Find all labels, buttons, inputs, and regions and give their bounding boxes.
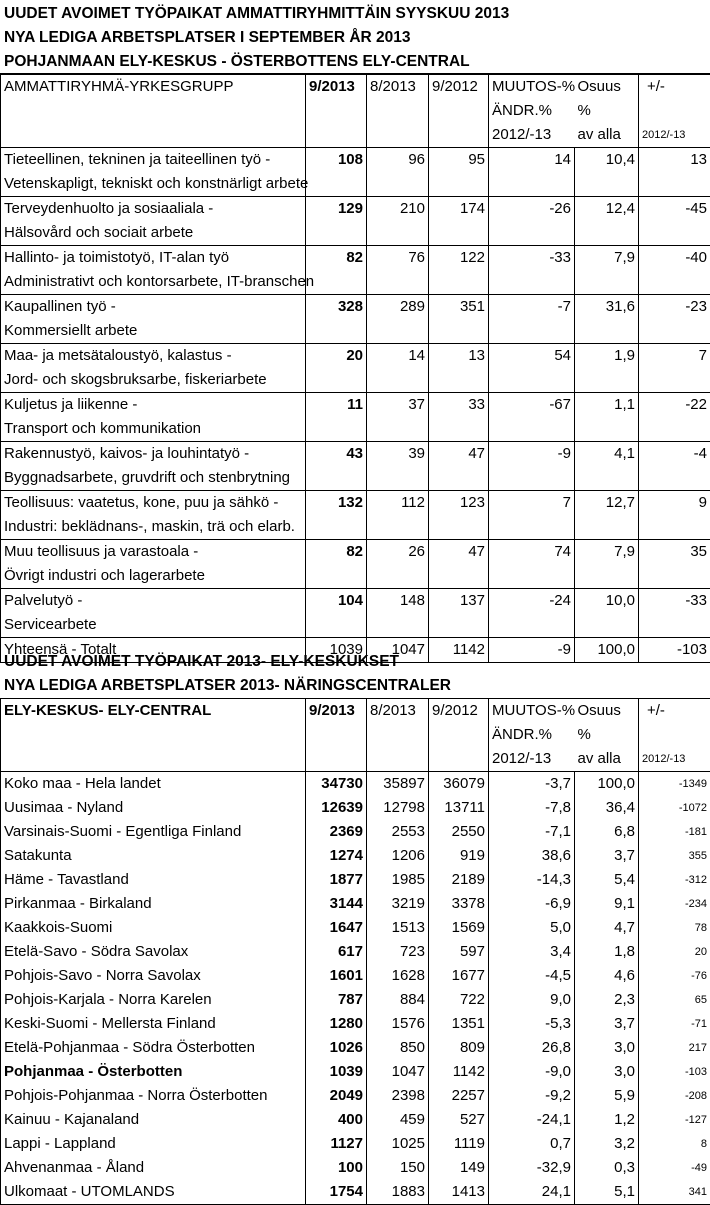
value-8-2013: 96 bbox=[367, 148, 429, 173]
change-percent: -9 bbox=[489, 442, 575, 467]
value-9-2012: 13711 bbox=[429, 796, 489, 820]
change-percent: -7,1 bbox=[489, 820, 575, 844]
table-row bbox=[1, 1012, 710, 1036]
value-9-2012: 722 bbox=[429, 988, 489, 1012]
value-9-2012: 47 bbox=[429, 442, 489, 467]
region-name: Lappi - Lappland bbox=[1, 1132, 306, 1156]
occupation-name-sv: Jord- och skogsbruksarbe, fiskeriarbete bbox=[1, 368, 306, 393]
table-row bbox=[1, 1156, 710, 1180]
change-percent: -6,9 bbox=[489, 892, 575, 916]
share-percent: 100,0 bbox=[575, 772, 639, 797]
diff-value: -71 bbox=[639, 1012, 710, 1036]
diff-value: -103 bbox=[639, 1060, 710, 1084]
header-diff-1: +/- bbox=[639, 699, 710, 724]
change-percent: 24,1 bbox=[489, 1180, 575, 1205]
header-9-2012: 9/2012 bbox=[429, 75, 489, 100]
region-name: Ulkomaat - UTOMLANDS bbox=[1, 1180, 306, 1205]
change-percent: 3,4 bbox=[489, 940, 575, 964]
diff-value: -181 bbox=[639, 820, 710, 844]
change-percent: -3,7 bbox=[489, 772, 575, 797]
table-row bbox=[1, 344, 710, 369]
header-share-2: % bbox=[575, 723, 639, 747]
table-row bbox=[1, 148, 710, 173]
occupation-name-fi: Muu teollisuus ja varastoala - bbox=[1, 540, 306, 565]
table-row bbox=[1, 246, 710, 271]
value-9-2013: 3144 bbox=[306, 892, 367, 916]
value-9-2012: 137 bbox=[429, 589, 489, 614]
value-9-2013: 1754 bbox=[306, 1180, 367, 1205]
table-row bbox=[1, 1132, 710, 1156]
header-share-3: av alla bbox=[575, 123, 639, 148]
diff-value: -1349 bbox=[639, 772, 710, 797]
value-8-2013: 14 bbox=[367, 344, 429, 369]
region-name: Kainuu - Kajanaland bbox=[1, 1108, 306, 1132]
table-row-continuation bbox=[1, 172, 710, 197]
change-percent: -14,3 bbox=[489, 868, 575, 892]
value-8-2013: 210 bbox=[367, 197, 429, 222]
share-percent: 9,1 bbox=[575, 892, 639, 916]
value-8-2013: 459 bbox=[367, 1108, 429, 1132]
share-percent: 3,7 bbox=[575, 1012, 639, 1036]
occupation-name-fi: Hallinto- ja toimistotyö, IT-alan työ bbox=[1, 246, 306, 271]
value-8-2013: 26 bbox=[367, 540, 429, 565]
share-percent: 5,1 bbox=[575, 1180, 639, 1205]
value-8-2013: 1513 bbox=[367, 916, 429, 940]
occupation-name-fi: Teollisuus: vaatetus, kone, puu ja sähkö - bbox=[1, 491, 306, 516]
value-9-2012: 1142 bbox=[429, 1060, 489, 1084]
value-9-2012: 597 bbox=[429, 940, 489, 964]
value-9-2013: 1280 bbox=[306, 1012, 367, 1036]
occupation-name-sv: Vetenskapligt, tekniskt och konstnärligt arbete bbox=[1, 172, 306, 197]
total-share-percent: 100,0 bbox=[575, 638, 639, 663]
value-9-2013: 1026 bbox=[306, 1036, 367, 1060]
table-row bbox=[1, 540, 710, 565]
value-9-2013: 12639 bbox=[306, 796, 367, 820]
table-row bbox=[1, 1108, 710, 1132]
occupation-name-sv: Administrativt och kontorsarbete, IT-branschen bbox=[1, 270, 306, 295]
value-9-2012: 36079 bbox=[429, 772, 489, 797]
header-share-1: Osuus bbox=[575, 75, 639, 100]
total-diff-value: -103 bbox=[639, 638, 710, 663]
table-row bbox=[1, 772, 710, 797]
section1-title-fi: UUDET AVOIMET TYÖPAIKAT AMMATTIRYHMITTÄIN SYYSKUU 2013 bbox=[0, 2, 710, 26]
value-9-2012: 13 bbox=[429, 344, 489, 369]
table-row bbox=[1, 1036, 710, 1060]
change-percent: 7 bbox=[489, 491, 575, 516]
table-row-continuation bbox=[1, 564, 710, 589]
header-8-2013: 8/2013 bbox=[367, 75, 429, 100]
value-8-2013: 112 bbox=[367, 491, 429, 516]
region-name: Varsinais-Suomi - Egentliga Finland bbox=[1, 820, 306, 844]
share-percent: 12,4 bbox=[575, 197, 639, 222]
value-9-2012: 919 bbox=[429, 844, 489, 868]
header-change-1: MUUTOS-% bbox=[489, 75, 575, 100]
diff-value: -312 bbox=[639, 868, 710, 892]
occupation-name-sv: Övrigt industri och lagerarbete bbox=[1, 564, 306, 589]
table-row-continuation bbox=[1, 515, 710, 540]
occupation-name-sv: Byggnadsarbete, gruvdrift och stenbrytning bbox=[1, 466, 306, 491]
share-percent: 1,9 bbox=[575, 344, 639, 369]
table-row-continuation bbox=[1, 613, 710, 638]
table-row-continuation bbox=[1, 319, 710, 344]
diff-value: 341 bbox=[639, 1180, 710, 1205]
value-9-2013: 400 bbox=[306, 1108, 367, 1132]
value-9-2013: 1274 bbox=[306, 844, 367, 868]
diff-value: 355 bbox=[639, 844, 710, 868]
change-percent: -33 bbox=[489, 246, 575, 271]
occupation-table bbox=[0, 74, 710, 663]
table-row-continuation bbox=[1, 368, 710, 393]
value-8-2013: 1628 bbox=[367, 964, 429, 988]
header-share-3: av alla bbox=[575, 747, 639, 772]
header-9-2012: 9/2012 bbox=[429, 699, 489, 724]
value-9-2013: 328 bbox=[306, 295, 367, 320]
value-8-2013: 150 bbox=[367, 1156, 429, 1180]
table-row bbox=[1, 892, 710, 916]
share-percent: 7,9 bbox=[575, 246, 639, 271]
value-8-2013: 39 bbox=[367, 442, 429, 467]
value-9-2012: 2550 bbox=[429, 820, 489, 844]
diff-value: -33 bbox=[639, 589, 710, 614]
occupation-name-sv: Industri: beklädnans-, maskin, trä och elarb. bbox=[1, 515, 306, 540]
value-8-2013: 1025 bbox=[367, 1132, 429, 1156]
region-name: Pirkanmaa - Birkaland bbox=[1, 892, 306, 916]
table-row bbox=[1, 1084, 710, 1108]
section2-title-fi: UUDET AVOIMET TYÖPAIKAT 2013- ELY-KESKUKSET bbox=[0, 650, 710, 674]
diff-value: 78 bbox=[639, 916, 710, 940]
change-percent: 54 bbox=[489, 344, 575, 369]
share-percent: 7,9 bbox=[575, 540, 639, 565]
value-8-2013: 2553 bbox=[367, 820, 429, 844]
value-8-2013: 12798 bbox=[367, 796, 429, 820]
value-8-2013: 148 bbox=[367, 589, 429, 614]
value-9-2012: 95 bbox=[429, 148, 489, 173]
table-row bbox=[1, 820, 710, 844]
value-9-2012: 2257 bbox=[429, 1084, 489, 1108]
region-name: Satakunta bbox=[1, 844, 306, 868]
change-percent: -7,8 bbox=[489, 796, 575, 820]
value-9-2012: 2189 bbox=[429, 868, 489, 892]
table-row bbox=[1, 589, 710, 614]
table-row bbox=[1, 964, 710, 988]
share-percent: 4,1 bbox=[575, 442, 639, 467]
diff-value: -208 bbox=[639, 1084, 710, 1108]
header-share-1: Osuus bbox=[575, 699, 639, 724]
change-percent: -4,5 bbox=[489, 964, 575, 988]
diff-value: -76 bbox=[639, 964, 710, 988]
value-9-2012: 351 bbox=[429, 295, 489, 320]
change-percent: -9,0 bbox=[489, 1060, 575, 1084]
share-percent: 0,3 bbox=[575, 1156, 639, 1180]
value-9-2013: 100 bbox=[306, 1156, 367, 1180]
header-9-2013: 9/2013 bbox=[306, 75, 367, 100]
diff-value: 35 bbox=[639, 540, 710, 565]
occupation-name-fi: Rakennustyö, kaivos- ja louhintatyö - bbox=[1, 442, 306, 467]
diff-value: 65 bbox=[639, 988, 710, 1012]
table-row-continuation bbox=[1, 466, 710, 491]
section2-title-sv: NYA LEDIGA ARBETSPLATSER 2013- NÄRINGSCENTRALER bbox=[0, 674, 710, 698]
share-percent: 36,4 bbox=[575, 796, 639, 820]
value-9-2013: 104 bbox=[306, 589, 367, 614]
occupation-name-fi: Kaupallinen työ - bbox=[1, 295, 306, 320]
value-9-2013: 2049 bbox=[306, 1084, 367, 1108]
value-9-2013: 108 bbox=[306, 148, 367, 173]
value-9-2013: 1877 bbox=[306, 868, 367, 892]
header-change-1: MUUTOS-% bbox=[489, 699, 575, 724]
change-percent: 0,7 bbox=[489, 1132, 575, 1156]
header-group: AMMATTIRYHMÄ-YRKESGRUPP bbox=[1, 75, 306, 100]
value-9-2012: 149 bbox=[429, 1156, 489, 1180]
table-row bbox=[1, 940, 710, 964]
value-8-2013: 884 bbox=[367, 988, 429, 1012]
share-percent: 3,0 bbox=[575, 1036, 639, 1060]
share-percent: 6,8 bbox=[575, 820, 639, 844]
header-diff-1: +/- bbox=[639, 75, 710, 100]
header-share-2: % bbox=[575, 99, 639, 123]
share-percent: 3,2 bbox=[575, 1132, 639, 1156]
table-row bbox=[1, 844, 710, 868]
header-8-2013: 8/2013 bbox=[367, 699, 429, 724]
value-8-2013: 3219 bbox=[367, 892, 429, 916]
occupation-name-fi: Terveydenhuolto ja sosiaaliala - bbox=[1, 197, 306, 222]
value-9-2013: 129 bbox=[306, 197, 367, 222]
change-percent: 74 bbox=[489, 540, 575, 565]
occupation-name-sv: Servicearbete bbox=[1, 613, 306, 638]
table-row bbox=[1, 916, 710, 940]
change-percent: 5,0 bbox=[489, 916, 575, 940]
value-9-2013: 617 bbox=[306, 940, 367, 964]
diff-value: -127 bbox=[639, 1108, 710, 1132]
header-change-2: ÄNDR.% bbox=[489, 99, 575, 123]
value-9-2012: 174 bbox=[429, 197, 489, 222]
value-8-2013: 1206 bbox=[367, 844, 429, 868]
value-8-2013: 2398 bbox=[367, 1084, 429, 1108]
total-label: Yhteensä - Totalt bbox=[1, 638, 306, 663]
value-9-2013: 787 bbox=[306, 988, 367, 1012]
header-group: ELY-KESKUS- ELY-CENTRAL bbox=[1, 699, 306, 724]
value-9-2012: 33 bbox=[429, 393, 489, 418]
share-percent: 31,6 bbox=[575, 295, 639, 320]
header-change-3: 2012/-13 bbox=[489, 747, 575, 772]
table-row bbox=[1, 491, 710, 516]
region-name: Keski-Suomi - Mellersta Finland bbox=[1, 1012, 306, 1036]
region-name: Pohjois-Karjala - Norra Karelen bbox=[1, 988, 306, 1012]
change-percent: 9,0 bbox=[489, 988, 575, 1012]
table-row bbox=[1, 197, 710, 222]
diff-value: -45 bbox=[639, 197, 710, 222]
value-9-2012: 1569 bbox=[429, 916, 489, 940]
change-percent: -9,2 bbox=[489, 1084, 575, 1108]
table-row-continuation bbox=[1, 221, 710, 246]
diff-value: -4 bbox=[639, 442, 710, 467]
diff-value: -40 bbox=[639, 246, 710, 271]
total-9-2012: 1142 bbox=[429, 638, 489, 663]
header-9-2013: 9/2013 bbox=[306, 699, 367, 724]
region-name: Etelä-Savo - Södra Savolax bbox=[1, 940, 306, 964]
total-change-percent: -9 bbox=[489, 638, 575, 663]
region-name: Häme - Tavastland bbox=[1, 868, 306, 892]
occupation-name-sv: Hälsovård och sociait arbete bbox=[1, 221, 306, 246]
change-percent: -7 bbox=[489, 295, 575, 320]
diff-value: -234 bbox=[639, 892, 710, 916]
diff-value: -22 bbox=[639, 393, 710, 418]
occupation-name-fi: Kuljetus ja liikenne - bbox=[1, 393, 306, 418]
table-row bbox=[1, 868, 710, 892]
table-row bbox=[1, 442, 710, 467]
change-percent: -24 bbox=[489, 589, 575, 614]
value-9-2012: 47 bbox=[429, 540, 489, 565]
table-row-continuation bbox=[1, 417, 710, 442]
share-percent: 1,8 bbox=[575, 940, 639, 964]
share-percent: 1,1 bbox=[575, 393, 639, 418]
table-row bbox=[1, 988, 710, 1012]
value-8-2013: 1047 bbox=[367, 1060, 429, 1084]
value-9-2013: 1127 bbox=[306, 1132, 367, 1156]
share-percent: 12,7 bbox=[575, 491, 639, 516]
section1-title-region: POHJANMAAN ELY-KESKUS - ÖSTERBOTTENS ELY-CENTRAL bbox=[0, 50, 710, 74]
header-change-3: 2012/-13 bbox=[489, 123, 575, 148]
value-8-2013: 37 bbox=[367, 393, 429, 418]
diff-value: -49 bbox=[639, 1156, 710, 1180]
share-percent: 5,4 bbox=[575, 868, 639, 892]
value-9-2012: 122 bbox=[429, 246, 489, 271]
share-percent: 3,0 bbox=[575, 1060, 639, 1084]
value-8-2013: 35897 bbox=[367, 772, 429, 797]
change-percent: 26,8 bbox=[489, 1036, 575, 1060]
value-9-2013: 1039 bbox=[306, 1060, 367, 1084]
diff-value: 7 bbox=[639, 344, 710, 369]
change-percent: -67 bbox=[489, 393, 575, 418]
occupation-name-fi: Tieteellinen, tekninen ja taiteellinen työ - bbox=[1, 148, 306, 173]
table-row bbox=[1, 295, 710, 320]
value-9-2012: 809 bbox=[429, 1036, 489, 1060]
value-9-2012: 1351 bbox=[429, 1012, 489, 1036]
share-percent: 5,9 bbox=[575, 1084, 639, 1108]
value-9-2013: 2369 bbox=[306, 820, 367, 844]
region-name: Pohjois-Savo - Norra Savolax bbox=[1, 964, 306, 988]
value-8-2013: 289 bbox=[367, 295, 429, 320]
share-percent: 4,6 bbox=[575, 964, 639, 988]
change-percent: -24,1 bbox=[489, 1108, 575, 1132]
share-percent: 10,0 bbox=[575, 589, 639, 614]
share-percent: 2,3 bbox=[575, 988, 639, 1012]
table-row-continuation bbox=[1, 270, 710, 295]
change-percent: 14 bbox=[489, 148, 575, 173]
value-9-2012: 3378 bbox=[429, 892, 489, 916]
value-9-2013: 43 bbox=[306, 442, 367, 467]
value-9-2013: 1647 bbox=[306, 916, 367, 940]
region-name: Kaakkois-Suomi bbox=[1, 916, 306, 940]
diff-value: 217 bbox=[639, 1036, 710, 1060]
region-name: Pohjois-Pohjanmaa - Norra Österbotten bbox=[1, 1084, 306, 1108]
occupation-name-fi: Palvelutyö - bbox=[1, 589, 306, 614]
value-9-2012: 1677 bbox=[429, 964, 489, 988]
diff-value: -23 bbox=[639, 295, 710, 320]
change-percent: -32,9 bbox=[489, 1156, 575, 1180]
header-change-2: ÄNDR.% bbox=[489, 723, 575, 747]
share-percent: 3,7 bbox=[575, 844, 639, 868]
occupation-name-sv: Kommersiellt arbete bbox=[1, 319, 306, 344]
region-name: Ahvenanmaa - Åland bbox=[1, 1156, 306, 1180]
value-8-2013: 1576 bbox=[367, 1012, 429, 1036]
region-name: Pohjanmaa - Österbotten bbox=[1, 1060, 306, 1084]
value-9-2013: 11 bbox=[306, 393, 367, 418]
value-9-2013: 1601 bbox=[306, 964, 367, 988]
value-9-2013: 82 bbox=[306, 540, 367, 565]
share-percent: 10,4 bbox=[575, 148, 639, 173]
region-name: Uusimaa - Nyland bbox=[1, 796, 306, 820]
diff-value: 8 bbox=[639, 1132, 710, 1156]
value-9-2013: 82 bbox=[306, 246, 367, 271]
occupation-name-fi: Maa- ja metsätaloustyö, kalastus - bbox=[1, 344, 306, 369]
value-8-2013: 850 bbox=[367, 1036, 429, 1060]
value-9-2013: 132 bbox=[306, 491, 367, 516]
value-9-2012: 1119 bbox=[429, 1132, 489, 1156]
diff-value: 20 bbox=[639, 940, 710, 964]
value-9-2012: 123 bbox=[429, 491, 489, 516]
total-9-2013: 1039 bbox=[306, 638, 367, 663]
change-percent: -26 bbox=[489, 197, 575, 222]
section1-title-sv: NYA LEDIGA ARBETSPLATSER I SEPTEMBER ÅR 2013 bbox=[0, 26, 710, 50]
header-diff-3: 2012/-13 bbox=[639, 123, 710, 148]
value-9-2013: 20 bbox=[306, 344, 367, 369]
value-8-2013: 76 bbox=[367, 246, 429, 271]
header-diff-3: 2012/-13 bbox=[639, 747, 710, 772]
region-name: Etelä-Pohjanmaa - Södra Österbotten bbox=[1, 1036, 306, 1060]
value-9-2012: 1413 bbox=[429, 1180, 489, 1205]
value-9-2013: 34730 bbox=[306, 772, 367, 797]
table-row bbox=[1, 393, 710, 418]
region-name: Koko maa - Hela landet bbox=[1, 772, 306, 797]
diff-value: -1072 bbox=[639, 796, 710, 820]
value-8-2013: 1883 bbox=[367, 1180, 429, 1205]
diff-value: 13 bbox=[639, 148, 710, 173]
table-row bbox=[1, 1060, 710, 1084]
ely-table bbox=[0, 698, 710, 1205]
share-percent: 1,2 bbox=[575, 1108, 639, 1132]
occupation-name-sv: Transport och kommunikation bbox=[1, 417, 306, 442]
change-percent: 38,6 bbox=[489, 844, 575, 868]
value-9-2012: 527 bbox=[429, 1108, 489, 1132]
diff-value: 9 bbox=[639, 491, 710, 516]
total-8-2013: 1047 bbox=[367, 638, 429, 663]
change-percent: -5,3 bbox=[489, 1012, 575, 1036]
value-8-2013: 723 bbox=[367, 940, 429, 964]
table-row bbox=[1, 796, 710, 820]
share-percent: 4,7 bbox=[575, 916, 639, 940]
value-8-2013: 1985 bbox=[367, 868, 429, 892]
